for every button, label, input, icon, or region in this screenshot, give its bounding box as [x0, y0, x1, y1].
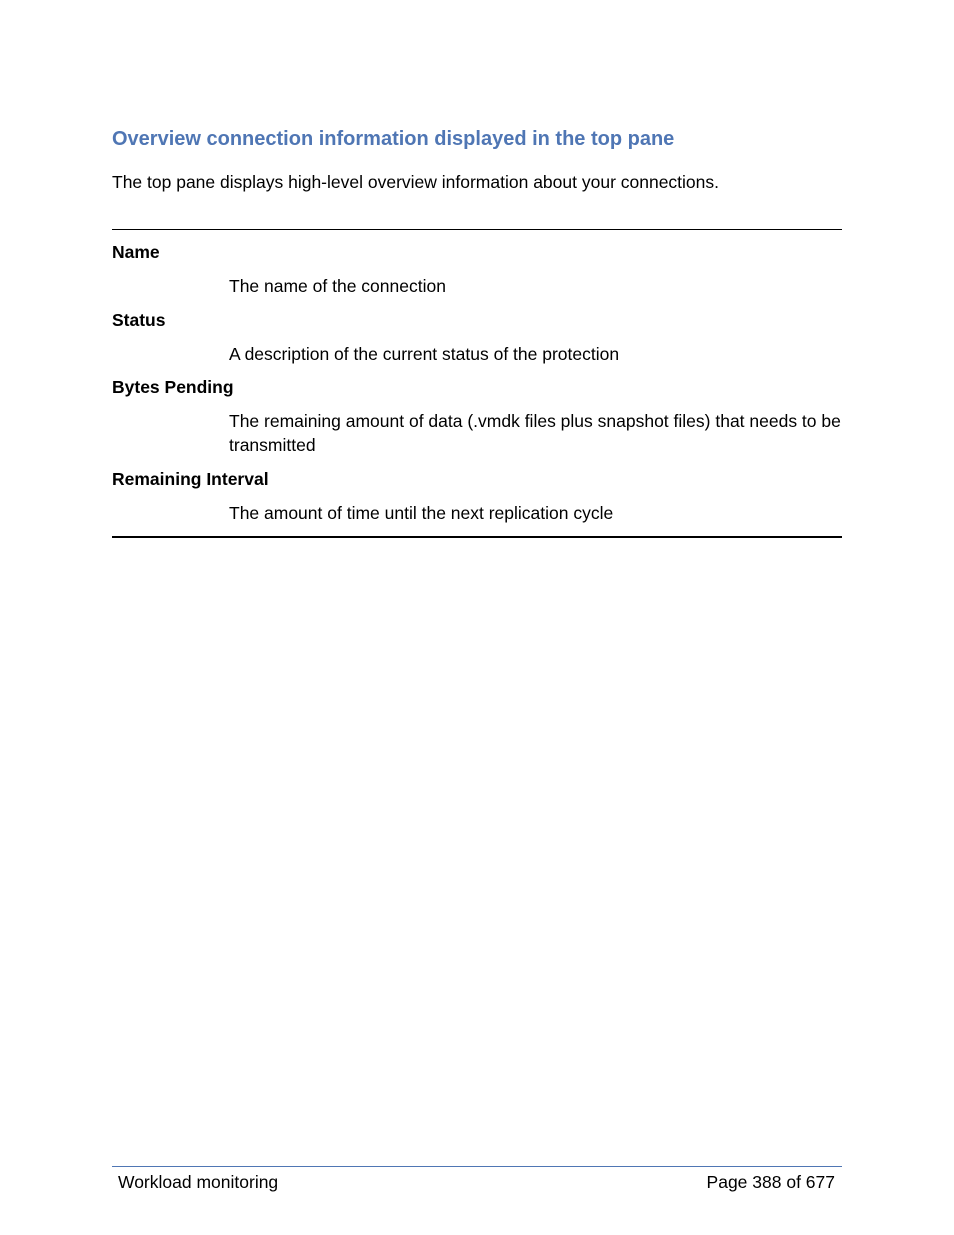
definition-description: The name of the connection	[229, 276, 446, 296]
definition-description: The amount of time until the next replication cycle	[229, 503, 614, 523]
page-title: Overview connection information displayed in the top pane	[112, 128, 675, 150]
table-bottom-rule	[112, 536, 842, 538]
definition-term: Name	[112, 242, 160, 262]
footer-section-title: Workload monitoring	[118, 1172, 279, 1192]
footer-rule	[112, 1166, 842, 1167]
definition-description: The remaining amount of data (.vmdk files plus snapshot files) that needs to be transmitted	[229, 411, 841, 455]
definition-description: A description of the current status of the protection	[229, 344, 620, 364]
table-top-rule	[112, 229, 842, 230]
definition-term: Bytes Pending	[112, 377, 234, 397]
intro-paragraph: The top pane displays high-level overview information about your connections.	[112, 172, 720, 192]
page-number: Page 388 of 677	[706, 1172, 835, 1192]
definition-term: Remaining Interval	[112, 469, 269, 489]
definition-term: Status	[112, 310, 166, 330]
